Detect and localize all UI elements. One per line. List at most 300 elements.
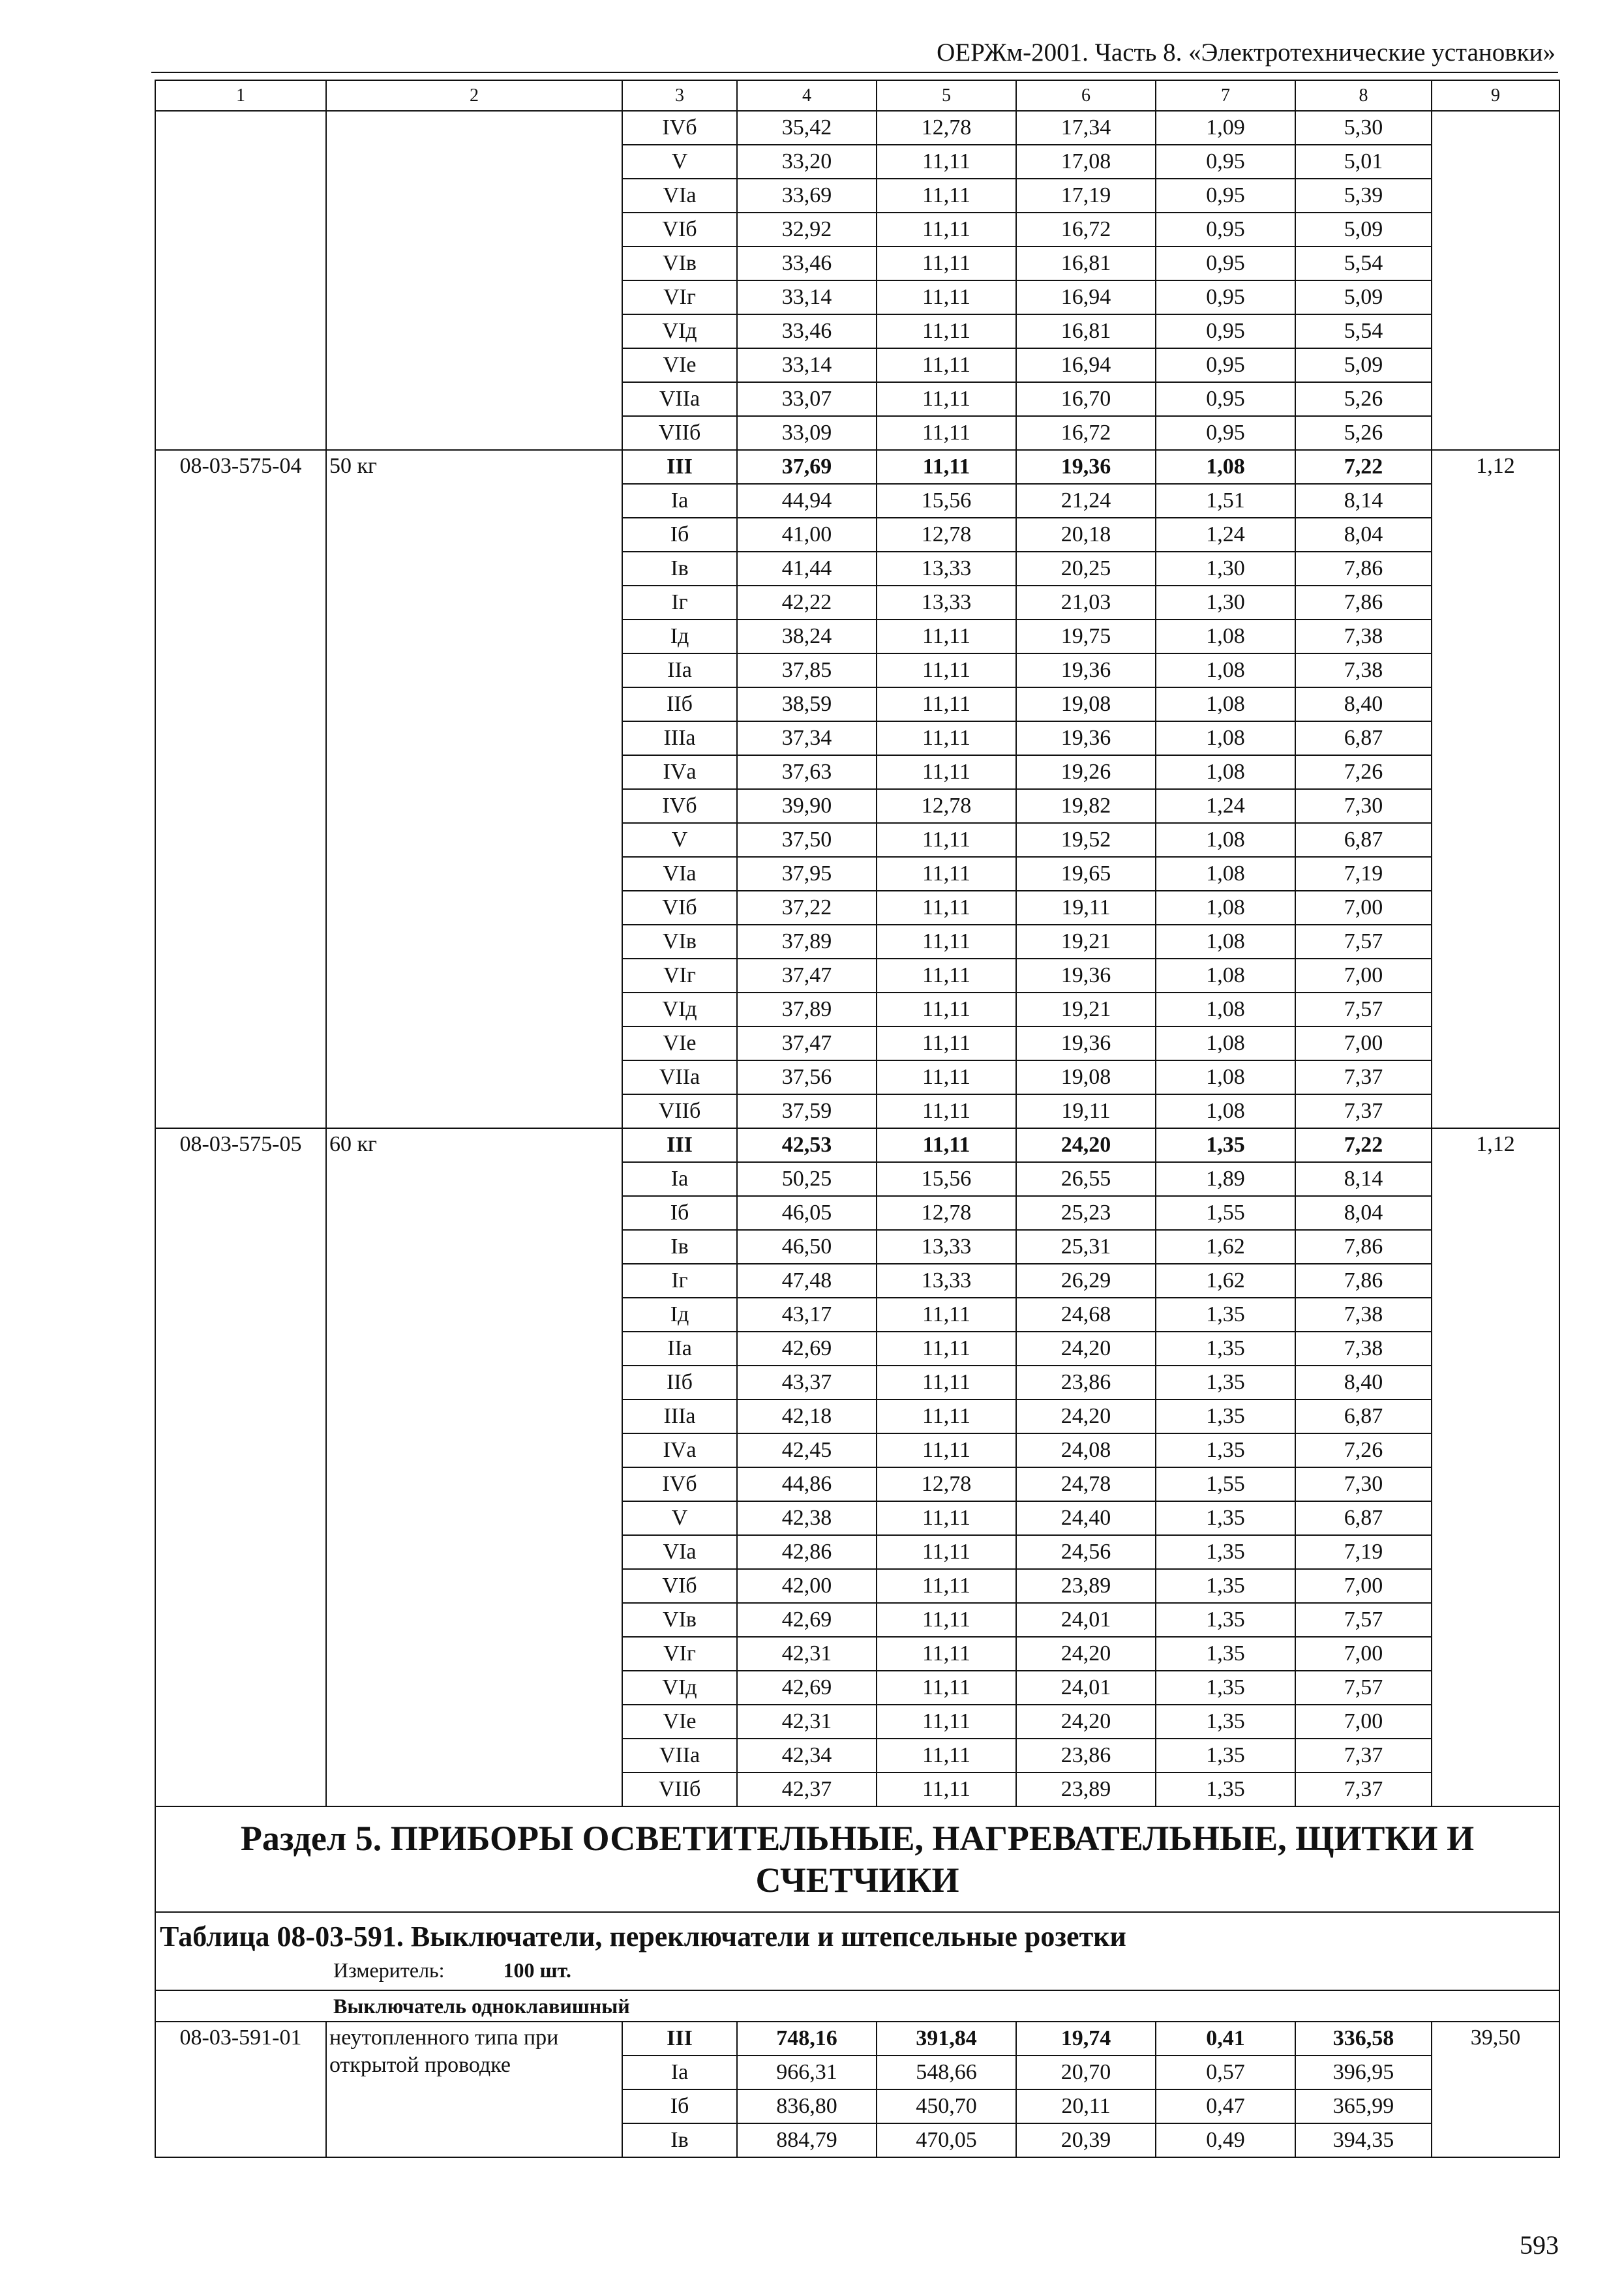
value-cell: 20,18	[1016, 518, 1156, 552]
value-cell: 11,11	[877, 1569, 1016, 1603]
value-cell: 42,69	[737, 1603, 877, 1637]
region-cell: VIв	[622, 247, 737, 280]
value-cell: 7,00	[1295, 1637, 1432, 1671]
value-cell: 7,19	[1295, 857, 1432, 891]
value-cell: 0,95	[1156, 280, 1295, 314]
value-cell: 1,08	[1156, 450, 1295, 484]
value-cell: 1,35	[1156, 1128, 1295, 1162]
value-cell: 6,87	[1295, 1501, 1432, 1535]
region-cell: V	[622, 823, 737, 857]
value-cell: 0,95	[1156, 314, 1295, 348]
value-cell: 20,25	[1016, 552, 1156, 586]
region-cell: VIа	[622, 857, 737, 891]
value-cell: 19,75	[1016, 620, 1156, 653]
region-cell: VIе	[622, 1026, 737, 1060]
value-cell: 19,08	[1016, 687, 1156, 721]
value-cell: 23,89	[1016, 1569, 1156, 1603]
value-cell: 0,95	[1156, 348, 1295, 382]
value-cell: 11,11	[877, 382, 1016, 416]
value-cell: 33,46	[737, 247, 877, 280]
value-cell: 23,89	[1016, 1773, 1156, 1806]
region-cell: Iд	[622, 1298, 737, 1332]
value-cell: 50,25	[737, 1162, 877, 1196]
value-cell: 42,00	[737, 1569, 877, 1603]
value-cell: 396,95	[1295, 2056, 1432, 2089]
column-number: 6	[1016, 80, 1156, 111]
value-cell: 42,18	[737, 1399, 877, 1433]
value-cell: 7,22	[1295, 1128, 1432, 1162]
value-cell: 7,00	[1295, 891, 1432, 925]
value-cell: 20,11	[1016, 2089, 1156, 2123]
value-cell: 13,33	[877, 1230, 1016, 1264]
code-cell: 08-03-591-01	[155, 2022, 326, 2157]
value-cell: 42,86	[737, 1535, 877, 1569]
name-cell	[326, 111, 622, 450]
value-cell: 19,08	[1016, 1060, 1156, 1094]
value-cell: 24,08	[1016, 1433, 1156, 1467]
value-cell: 1,35	[1156, 1569, 1295, 1603]
estimate-table	[155, 80, 1560, 2158]
value-cell: 5,30	[1295, 111, 1432, 145]
value-cell: 24,20	[1016, 1705, 1156, 1739]
value-cell: 6,87	[1295, 823, 1432, 857]
region-cell: VIе	[622, 348, 737, 382]
name-cell: неутопленного типа при открытой проводке	[326, 2022, 622, 2157]
region-cell: Iа	[622, 484, 737, 518]
region-cell: Iв	[622, 552, 737, 586]
value-cell: 11,11	[877, 179, 1016, 213]
value-cell: 1,35	[1156, 1366, 1295, 1399]
header-rule	[151, 72, 1558, 73]
value-cell: 1,51	[1156, 484, 1295, 518]
region-cell: VIб	[622, 1569, 737, 1603]
value-cell: 5,09	[1295, 213, 1432, 247]
column-number: 2	[326, 80, 622, 111]
value-cell: 16,72	[1016, 213, 1156, 247]
value-cell: 26,55	[1016, 1162, 1156, 1196]
value-cell: 33,14	[737, 348, 877, 382]
region-cell: Iг	[622, 586, 737, 620]
value-cell: 336,58	[1295, 2022, 1432, 2056]
value-cell: 37,34	[737, 721, 877, 755]
value-cell: 1,35	[1156, 1298, 1295, 1332]
value-cell: 11,11	[877, 755, 1016, 789]
value-cell: 15,56	[877, 484, 1016, 518]
value-cell: 7,00	[1295, 1705, 1432, 1739]
value-cell: 19,21	[1016, 993, 1156, 1026]
value-cell: 7,30	[1295, 1467, 1432, 1501]
region-cell: IVб	[622, 111, 737, 145]
region-cell: IVб	[622, 1467, 737, 1501]
column-number: 1	[155, 80, 326, 111]
value-cell: 37,95	[737, 857, 877, 891]
value-cell: 11,11	[877, 1128, 1016, 1162]
region-cell: VIIа	[622, 382, 737, 416]
value-cell: 24,01	[1016, 1671, 1156, 1705]
value-cell: 23,86	[1016, 1366, 1156, 1399]
value-cell: 1,08	[1156, 1094, 1295, 1128]
region-cell: IIб	[622, 687, 737, 721]
value-cell: 8,40	[1295, 1366, 1432, 1399]
value-cell: 7,30	[1295, 789, 1432, 823]
column-number: 3	[622, 80, 737, 111]
region-cell: VIа	[622, 179, 737, 213]
norm-cell: 1,12	[1432, 450, 1559, 1128]
value-cell: 7,86	[1295, 552, 1432, 586]
region-cell: Iб	[622, 1196, 737, 1230]
value-cell: 11,11	[877, 925, 1016, 959]
value-cell: 1,08	[1156, 721, 1295, 755]
value-cell: 11,11	[877, 1535, 1016, 1569]
value-cell: 16,94	[1016, 348, 1156, 382]
region-cell: III	[622, 450, 737, 484]
value-cell: 13,33	[877, 1264, 1016, 1298]
region-cell: VIIб	[622, 416, 737, 450]
value-cell: 8,14	[1295, 484, 1432, 518]
code-cell: 08-03-575-05	[155, 1128, 326, 1806]
value-cell: 1,08	[1156, 653, 1295, 687]
value-cell: 7,38	[1295, 620, 1432, 653]
region-cell: VIб	[622, 891, 737, 925]
name-cell: 60 кг	[326, 1128, 622, 1806]
value-cell: 7,00	[1295, 959, 1432, 993]
value-cell: 24,68	[1016, 1298, 1156, 1332]
value-cell: 37,47	[737, 1026, 877, 1060]
value-cell: 7,37	[1295, 1773, 1432, 1806]
value-cell: 470,05	[877, 2123, 1016, 2157]
region-cell: Iа	[622, 1162, 737, 1196]
table-591-body	[155, 2022, 1559, 2157]
value-cell: 19,65	[1016, 857, 1156, 891]
value-cell: 11,11	[877, 1773, 1016, 1806]
value-cell: 1,35	[1156, 1501, 1295, 1535]
value-cell: 11,11	[877, 823, 1016, 857]
value-cell: 1,35	[1156, 1535, 1295, 1569]
value-cell: 7,86	[1295, 1264, 1432, 1298]
value-cell: 19,36	[1016, 1026, 1156, 1060]
value-cell: 33,14	[737, 280, 877, 314]
norm-cell	[1432, 111, 1559, 450]
value-cell: 0,95	[1156, 382, 1295, 416]
value-cell: 37,63	[737, 755, 877, 789]
value-cell: 37,85	[737, 653, 877, 687]
value-cell: 1,09	[1156, 111, 1295, 145]
value-cell: 19,11	[1016, 891, 1156, 925]
value-cell: 7,86	[1295, 586, 1432, 620]
value-cell: 42,34	[737, 1739, 877, 1773]
region-cell: Iг	[622, 1264, 737, 1298]
name-cell: 50 кг	[326, 450, 622, 1128]
value-cell: 1,08	[1156, 857, 1295, 891]
value-cell: 1,24	[1156, 789, 1295, 823]
value-cell: 12,78	[877, 789, 1016, 823]
code-cell: 08-03-575-04	[155, 450, 326, 1128]
value-cell: 6,87	[1295, 721, 1432, 755]
region-cell: VIд	[622, 993, 737, 1026]
value-cell: 1,30	[1156, 586, 1295, 620]
value-cell: 1,08	[1156, 1026, 1295, 1060]
value-cell: 24,20	[1016, 1637, 1156, 1671]
value-cell: 11,11	[877, 1399, 1016, 1433]
value-cell: 24,56	[1016, 1535, 1156, 1569]
value-cell: 19,36	[1016, 721, 1156, 755]
region-cell: Iд	[622, 620, 737, 653]
value-cell: 33,09	[737, 416, 877, 450]
value-cell: 24,20	[1016, 1128, 1156, 1162]
value-cell: 0,57	[1156, 2056, 1295, 2089]
section-title: Раздел 5. ПРИБОРЫ ОСВЕТИТЕЛЬНЫЕ, НАГРЕВАТЕЛЬНЫЕ, ЩИТКИ И СЧЕТЧИКИ	[155, 1806, 1559, 1912]
value-cell: 365,99	[1295, 2089, 1432, 2123]
region-cell: III	[622, 1128, 737, 1162]
measure-label: Измеритель:	[333, 1958, 445, 1982]
region-cell: IIIа	[622, 721, 737, 755]
value-cell: 11,11	[877, 1671, 1016, 1705]
value-cell: 19,21	[1016, 925, 1156, 959]
value-cell: 394,35	[1295, 2123, 1432, 2157]
value-cell: 5,54	[1295, 247, 1432, 280]
value-cell: 7,22	[1295, 450, 1432, 484]
value-cell: 11,11	[877, 1094, 1016, 1128]
value-cell: 7,57	[1295, 1671, 1432, 1705]
region-cell: Iб	[622, 518, 737, 552]
value-cell: 43,17	[737, 1298, 877, 1332]
value-cell: 1,08	[1156, 1060, 1295, 1094]
value-cell: 0,95	[1156, 145, 1295, 179]
value-cell: 41,44	[737, 552, 877, 586]
value-cell: 19,82	[1016, 789, 1156, 823]
value-cell: 884,79	[737, 2123, 877, 2157]
value-cell: 24,40	[1016, 1501, 1156, 1535]
value-cell: 7,37	[1295, 1739, 1432, 1773]
value-cell: 8,04	[1295, 1196, 1432, 1230]
value-cell: 12,78	[877, 518, 1016, 552]
region-cell: IIа	[622, 1332, 737, 1366]
value-cell: 966,31	[737, 2056, 877, 2089]
value-cell: 391,84	[877, 2022, 1016, 2056]
value-cell: 0,95	[1156, 179, 1295, 213]
value-cell: 17,08	[1016, 145, 1156, 179]
value-cell: 11,11	[877, 280, 1016, 314]
value-cell: 19,11	[1016, 1094, 1156, 1128]
value-cell: 8,14	[1295, 1162, 1432, 1196]
value-cell: 7,26	[1295, 755, 1432, 789]
value-cell: 37,56	[737, 1060, 877, 1094]
value-cell: 548,66	[877, 2056, 1016, 2089]
region-cell: VIв	[622, 1603, 737, 1637]
value-cell: 11,11	[877, 653, 1016, 687]
table-title-row	[155, 1912, 1559, 1990]
value-cell: 0,49	[1156, 2123, 1295, 2157]
value-cell: 1,08	[1156, 687, 1295, 721]
region-cell: IIIа	[622, 1399, 737, 1433]
value-cell: 8,04	[1295, 518, 1432, 552]
region-cell: IVа	[622, 755, 737, 789]
value-cell: 7,57	[1295, 993, 1432, 1026]
value-cell: 11,11	[877, 1433, 1016, 1467]
value-cell: 1,35	[1156, 1671, 1295, 1705]
value-cell: 1,55	[1156, 1196, 1295, 1230]
value-cell: 11,11	[877, 1060, 1016, 1094]
value-cell: 16,72	[1016, 416, 1156, 450]
value-cell: 5,09	[1295, 280, 1432, 314]
value-cell: 1,30	[1156, 552, 1295, 586]
region-cell: IIа	[622, 653, 737, 687]
value-cell: 42,22	[737, 586, 877, 620]
value-cell: 6,87	[1295, 1399, 1432, 1433]
value-cell: 19,36	[1016, 450, 1156, 484]
value-cell: 5,54	[1295, 314, 1432, 348]
region-cell: IIб	[622, 1366, 737, 1399]
value-cell: 1,08	[1156, 620, 1295, 653]
value-cell: 5,01	[1295, 145, 1432, 179]
table-row	[155, 450, 1559, 484]
value-cell: 46,50	[737, 1230, 877, 1264]
value-cell: 836,80	[737, 2089, 877, 2123]
value-cell: 0,47	[1156, 2089, 1295, 2123]
value-cell: 42,69	[737, 1671, 877, 1705]
value-cell: 41,00	[737, 518, 877, 552]
region-cell: Iа	[622, 2056, 737, 2089]
value-cell: 5,39	[1295, 179, 1432, 213]
value-cell: 42,45	[737, 1433, 877, 1467]
value-cell: 1,55	[1156, 1467, 1295, 1501]
region-cell: VIг	[622, 280, 737, 314]
value-cell: 1,35	[1156, 1332, 1295, 1366]
value-cell: 42,37	[737, 1773, 877, 1806]
value-cell: 21,03	[1016, 586, 1156, 620]
value-cell: 1,35	[1156, 1637, 1295, 1671]
table-row	[155, 1128, 1559, 1162]
value-cell: 37,69	[737, 450, 877, 484]
value-cell: 0,95	[1156, 416, 1295, 450]
table-row	[155, 111, 1559, 145]
value-cell: 7,00	[1295, 1026, 1432, 1060]
value-cell: 1,08	[1156, 755, 1295, 789]
value-cell: 12,78	[877, 1467, 1016, 1501]
value-cell: 11,11	[877, 1705, 1016, 1739]
region-cell: VIб	[622, 213, 737, 247]
region-cell: VIа	[622, 1535, 737, 1569]
value-cell: 47,48	[737, 1264, 877, 1298]
section-row	[155, 1806, 1559, 1912]
value-cell: 39,90	[737, 789, 877, 823]
value-cell: 1,89	[1156, 1162, 1295, 1196]
value-cell: 11,11	[877, 1026, 1016, 1060]
value-cell: 11,11	[877, 1739, 1016, 1773]
value-cell: 19,52	[1016, 823, 1156, 857]
value-cell: 44,94	[737, 484, 877, 518]
region-cell: VIIа	[622, 1060, 737, 1094]
value-cell: 1,08	[1156, 823, 1295, 857]
table-title: Таблица 08-03-591. Выключатели, переключатели и штепсельные розетки	[160, 1921, 1126, 1952]
value-cell: 12,78	[877, 1196, 1016, 1230]
value-cell: 25,23	[1016, 1196, 1156, 1230]
value-cell: 19,74	[1016, 2022, 1156, 2056]
value-cell: 19,36	[1016, 959, 1156, 993]
value-cell: 42,31	[737, 1637, 877, 1671]
value-cell: 35,42	[737, 111, 877, 145]
value-cell: 1,08	[1156, 891, 1295, 925]
column-number: 8	[1295, 80, 1432, 111]
value-cell: 7,38	[1295, 1298, 1432, 1332]
value-cell: 11,11	[877, 348, 1016, 382]
value-cell: 16,70	[1016, 382, 1156, 416]
value-cell: 11,11	[877, 620, 1016, 653]
value-cell: 46,05	[737, 1196, 877, 1230]
value-cell: 33,46	[737, 314, 877, 348]
value-cell: 44,86	[737, 1467, 877, 1501]
region-cell: Iв	[622, 1230, 737, 1264]
region-cell: VIг	[622, 959, 737, 993]
region-cell: VIIа	[622, 1739, 737, 1773]
value-cell: 11,11	[877, 1603, 1016, 1637]
value-cell: 748,16	[737, 2022, 877, 2056]
value-cell: 16,81	[1016, 314, 1156, 348]
value-cell: 7,37	[1295, 1094, 1432, 1128]
norm-cell: 39,50	[1432, 2022, 1559, 2157]
value-cell: 7,26	[1295, 1433, 1432, 1467]
value-cell: 33,07	[737, 382, 877, 416]
value-cell: 1,35	[1156, 1433, 1295, 1467]
value-cell: 1,35	[1156, 1773, 1295, 1806]
value-cell: 11,11	[877, 145, 1016, 179]
page-number: 593	[1520, 2230, 1559, 2260]
value-cell: 7,00	[1295, 1569, 1432, 1603]
value-cell: 37,89	[737, 993, 877, 1026]
value-cell: 17,19	[1016, 179, 1156, 213]
value-cell: 16,81	[1016, 247, 1156, 280]
value-cell: 11,11	[877, 857, 1016, 891]
value-cell: 11,11	[877, 687, 1016, 721]
value-cell: 0,95	[1156, 247, 1295, 280]
value-cell: 37,59	[737, 1094, 877, 1128]
column-number: 9	[1432, 80, 1559, 111]
value-cell: 38,59	[737, 687, 877, 721]
value-cell: 1,62	[1156, 1264, 1295, 1298]
value-cell: 11,11	[877, 993, 1016, 1026]
region-cell: IVб	[622, 789, 737, 823]
value-cell: 42,69	[737, 1332, 877, 1366]
column-number-row	[155, 80, 1559, 111]
value-cell: 5,26	[1295, 382, 1432, 416]
value-cell: 24,20	[1016, 1399, 1156, 1433]
value-cell: 24,01	[1016, 1603, 1156, 1637]
value-cell: 11,11	[877, 1366, 1016, 1399]
value-cell: 24,20	[1016, 1332, 1156, 1366]
region-cell: VIд	[622, 314, 737, 348]
value-cell: 21,24	[1016, 484, 1156, 518]
value-cell: 19,36	[1016, 653, 1156, 687]
value-cell: 42,53	[737, 1128, 877, 1162]
measure-value: 100 шт.	[503, 1958, 571, 1982]
region-cell: V	[622, 1501, 737, 1535]
value-cell: 11,11	[877, 1501, 1016, 1535]
value-cell: 5,26	[1295, 416, 1432, 450]
value-cell: 37,50	[737, 823, 877, 857]
value-cell: 0,95	[1156, 213, 1295, 247]
region-cell: Iб	[622, 2089, 737, 2123]
value-cell: 0,41	[1156, 2022, 1295, 2056]
value-cell: 11,11	[877, 450, 1016, 484]
value-cell: 7,86	[1295, 1230, 1432, 1264]
subheading-row	[155, 1990, 1559, 2022]
value-cell: 37,89	[737, 925, 877, 959]
value-cell: 38,24	[737, 620, 877, 653]
code-cell	[155, 111, 326, 450]
value-cell: 16,94	[1016, 280, 1156, 314]
column-number: 7	[1156, 80, 1295, 111]
value-cell: 1,35	[1156, 1739, 1295, 1773]
